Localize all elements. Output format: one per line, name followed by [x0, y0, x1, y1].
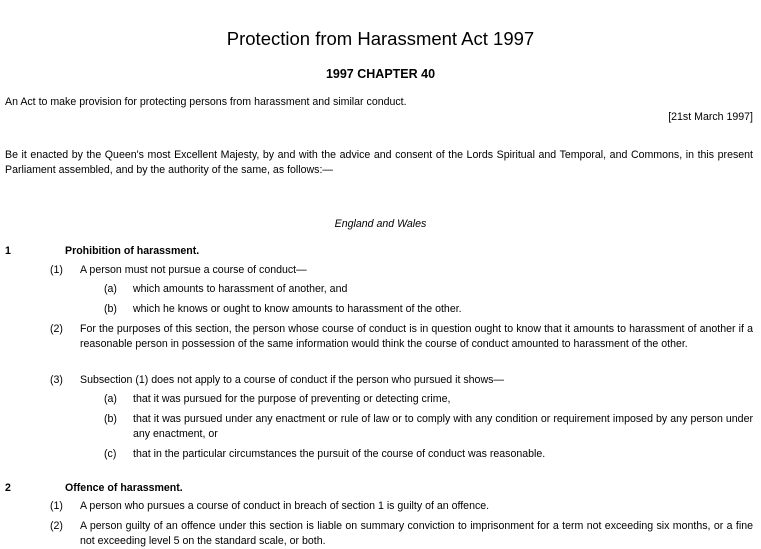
subsection-text: Subsection (1) does not apply to a course of conduct if the person who pursued it shows—: [80, 374, 504, 386]
chapter-number: 1997 CHAPTER 40: [325, 67, 436, 81]
subsection-number: (2): [50, 520, 63, 532]
subsection-number: (3): [50, 374, 63, 386]
section-heading: Prohibition of harassment.: [65, 245, 200, 257]
paragraph-text: that it was pursued for the purpose of preventing or detecting crime,: [133, 393, 451, 405]
paragraph-text: that it was pursued under any enactment or rule of law or to comply with any condition or requirement imposed by any person under any enactment, or: [133, 413, 753, 440]
paragraph-text: that in the particular circumstances the pursuit of the course of conduct was reasonable.: [133, 448, 546, 460]
section-number: 1: [5, 245, 11, 257]
subsection-number: (1): [50, 264, 63, 276]
subsection-text: A person must not pursue a course of conduct—: [80, 264, 307, 276]
section-heading: Offence of harassment.: [65, 482, 183, 494]
subsection-text: For the purposes of this section, the person whose course of conduct is in question ought to know that it amounts to harassment of another if a reasonable person in possession of the same information would think the course of conduct amounted to harassment of the other.: [80, 323, 753, 350]
paragraph-number: (a): [104, 393, 117, 405]
part-heading: England and Wales: [334, 218, 427, 230]
enacting-formula: Be it enacted by the Queen's most Excellent Majesty, by and with the advice and consent of the Lords Spiritual and Temporal, and Commons, in this present Parliament assembled, and by the authority of the same, as follows:—: [5, 149, 753, 176]
enactment-date: [21st March 1997]: [668, 111, 753, 123]
act-title: Protection from Harassment Act 1997: [226, 28, 535, 49]
long-title: An Act to make provision for protecting persons from harassment and similar conduct.: [5, 96, 407, 108]
paragraph-number: (a): [104, 283, 117, 295]
paragraph-number: (c): [104, 448, 117, 460]
paragraph-number: (b): [104, 413, 117, 425]
paragraph-text: which amounts to harassment of another, and: [133, 283, 348, 295]
paragraph-text: which he knows or ought to know amounts to harassment of the other.: [133, 303, 462, 315]
paragraph-number: (b): [104, 303, 117, 315]
subsection-number: (1): [50, 500, 63, 512]
section-number: 2: [5, 482, 11, 494]
subsection-text: A person who pursues a course of conduct in breach of section 1 is guilty of an offence.: [80, 500, 490, 512]
subsection-number: (2): [50, 323, 63, 335]
subsection-text: A person guilty of an offence under this section is liable on summary conviction to imprisonment for a term not exceeding six months, or a fine not exceeding level 5 on the standard scale, or both.: [80, 520, 753, 547]
